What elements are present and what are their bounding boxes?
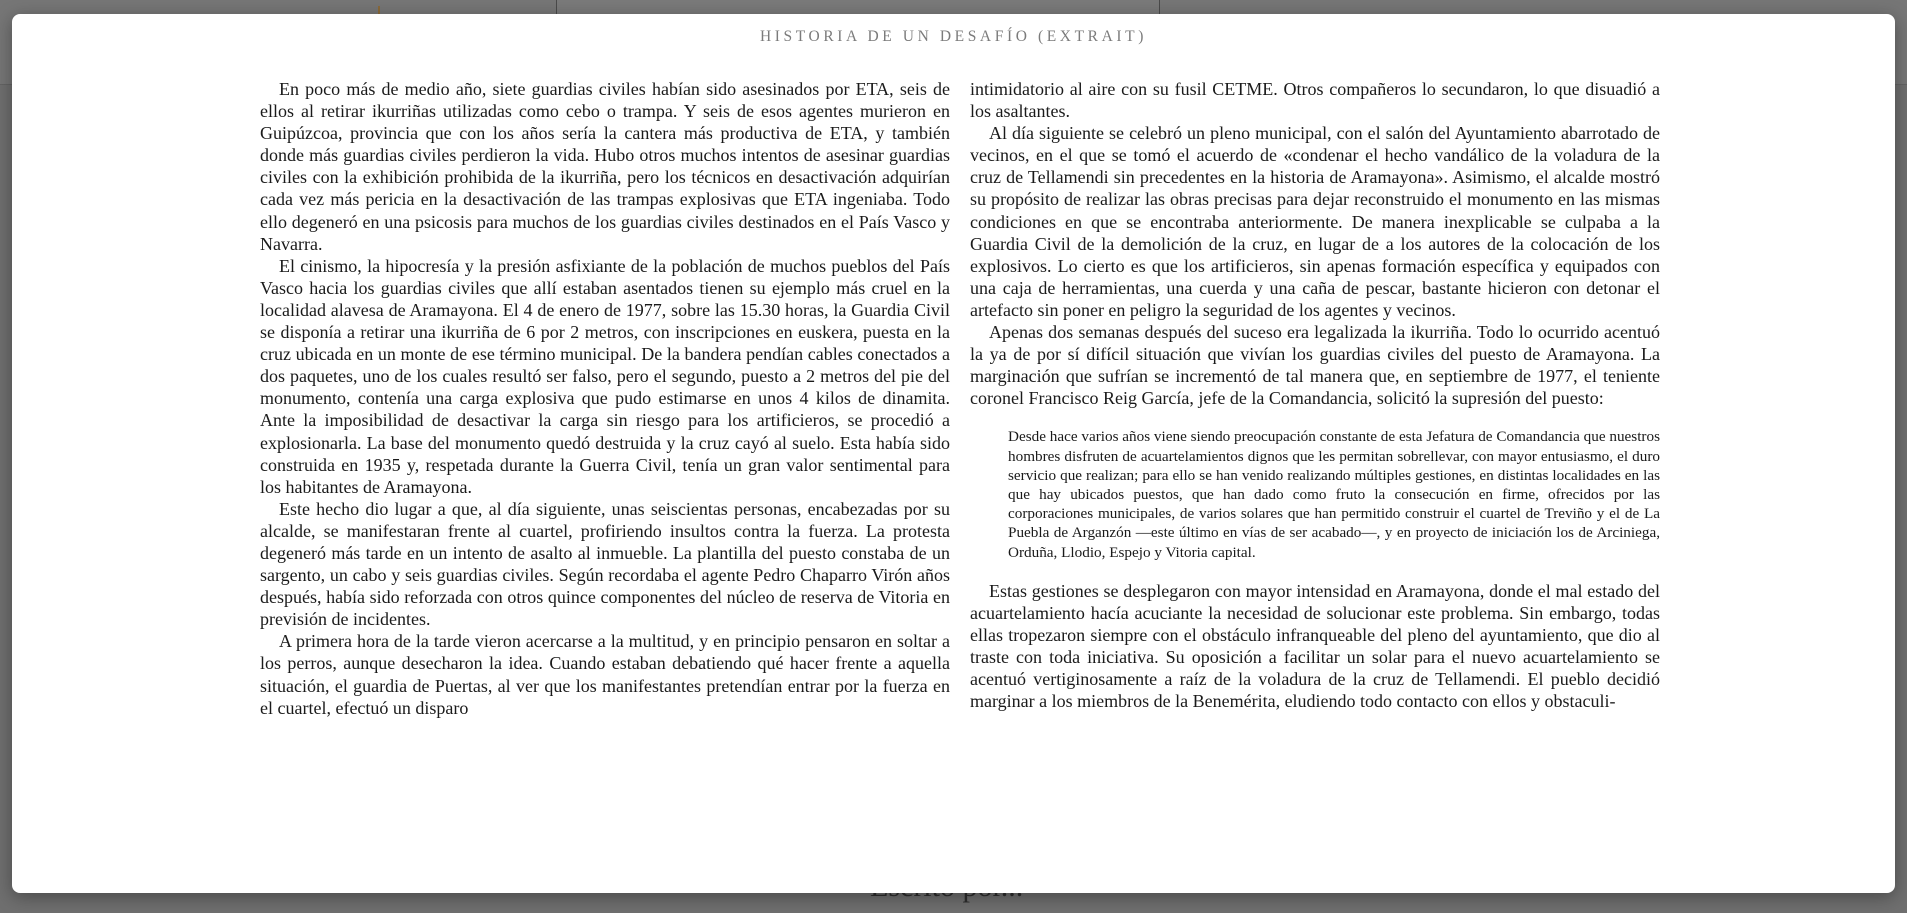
paragraph: Al día siguiente se celebró un pleno municipal, con el salón del Ayuntamiento abarrotado de vecinos, en el que se tomó el acuerdo de «condenar el hecho vandálico de la voladura de la cruz de Tellamendi sin precedentes en la historia de Aramayona». Asimismo, el alcalde mostró su propósito de realizar las obras precisas para dejar reconstruido el monumento en las mismas condiciones en que se encontraba anteriormente. De manera inexplicable se culpaba a la Guardia Civil de la demolición de la cruz, en lugar de a los autores de la colocación de los explosivos. Lo cierto es que los artificieros, sin apenas formación específica y equipados con una caja de herramientas, una cuerda y una caña de pescar, bastante hicieron con detonar el artefacto sin poner en peligro la seguridad de los agentes y vecinos. xyxy=(970,123,1660,320)
paragraph: En poco más de medio año, siete guardias civiles habían sido asesinados por ETA, seis de ellos al retirar ikurriñas utilizadas como cebo o trampa. Y seis de esos agentes murieron en Guipúzcoa, provincia que con los años sería la cantera más productiva de ETA, y también donde más guardias civiles perdieron la vida. Hubo otros muchos intentos de asesinar guardias civiles con la exhibición prohibida de la ikurriña, pero los técnicos en desactivación adquirían cada vez más pericia en la desactivación de las trampas explosivas que ETA ingeniaba. Todo ello degeneró en una psicosis para muchos de los guardias civiles destinados en el País Vasco y Navarra. xyxy=(260,79,950,254)
excerpt-modal xyxy=(12,14,1895,893)
excerpt-reader[interactable] xyxy=(260,78,1661,834)
paragraph: intimidatorio al aire con su fusil CETME. Otros compañeros lo secundaron, lo que disuadió a los asaltantes. xyxy=(970,79,1660,122)
paragraph: A primera hora de la tarde vieron acercarse a la multitud, y en principio pensaron en soltar a los perros, aunque desecharon la idea. Cuando estaban debatiendo qué hacer frente a aquella situación, el guardia de Puertas, al ver que los manifestantes pretendían entrar por la fuerza en el cuartel, efectuó un disparo xyxy=(260,631,950,718)
paragraph: Apenas dos semanas después del suceso era legalizada la ikurriña. Todo lo ocurrido acentuó la ya de por sí difícil situación que vivían los guardias civiles del puesto de Aramayona. La marginación que sufrían se incrementó de tal manera que, en septiembre de 1977, el teniente coronel Francisco Reig García, jefe de la Comandancia, solicitó la supresión del puesto: xyxy=(970,322,1660,409)
right-column xyxy=(970,78,1660,834)
left-column xyxy=(260,78,950,834)
paragraph: Este hecho dio lugar a que, al día siguiente, unas seiscientas personas, encabezadas por su alcalde, se manifestaran frente al cuartel, profiriendo insultos contra la fuerza. La protesta degeneró más tarde en un intento de asalto al inmueble. La plantilla del puesto constaba de un sargento, un cabo y seis guardias civiles. Según recordaba el agente Pedro Chaparro Virón años después, había sido reforzada con otros quince componentes del núcleo de reserva de Vitoria en previsión de incidentes. xyxy=(260,498,950,630)
paragraph: El cinismo, la hipocresía y la presión asfixiante de la población de muchos pueblos del País Vasco hacia los guardias civiles que allí estaban asentados tienen su ejemplo más cruel en la localidad alavesa de Aramayona. El 4 de enero de 1977, sobre las 15.30 horas, la Guardia Civil se disponía a retirar una ikurriña de 6 por 2 metros, con inscripciones en euskera, puesta en la cruz ubicada en un monte de ese término municipal. De la bandera pendían cables conectados a dos paquetes, uno de los cuales resultó ser falso, pero el segundo, puesto a 2 metros del pie del monumento, contenía una carga explosiva que pudo estimarse en unos 4 kilos de dinamita. Ante la imposibilidad de desactivar la carga sin riesgo para los artificieros, se procedió a explosionarla. La base del monumento quedó destruida y la cruz cayó al suelo. Esta había sido construida en 1935 y, respetada durante la Guerra Civil, tenía un gran valor sentimental para los habitantes de Aramayona. xyxy=(260,255,950,497)
paragraph: Estas gestiones se desplegaron con mayor intensidad en Aramayona, donde el mal estado del acuartelamiento hacía acuciante la necesidad de solucionar este problema. Sin embargo, todas ellas tropezaron siempre con el obstáculo infranqueable del pleno del ayuntamiento, que dio al traste con toda iniciativa. Su oposición a facilitar un solar para el nuevo acuartelamiento se acentuó vertiginosamente a raíz de la voladura de la cruz de Tellamendi. El pueblo decidió marginar a los miembros de la Benemérita, eludiendo todo contacto con ellos y obstaculi- xyxy=(970,580,1660,712)
modal-title: HISTORIA DE UN DESAFÍO (EXTRAIT) xyxy=(759,28,1147,45)
block-quote: Desde hace varios años viene siendo preocupación constante de esta Jefatura de Comandancia que nuestros hombres disfruten de acuartelamientos dignos que les permitan sobrellevar, con mayor entusiasmo, el duro servicio que realizan; para ello se han venido realizando múltiples gestiones, en distintas localidades en las que hay ubicados puestos, que han dado como fruto la consecución en firme, ofrecidos por las corporaciones municipales, de varios solares que han permitido construir el cuartel de Treviño y el de La Puebla de Arganzón —este último en vías de ser acabado—, y en proyecto de iniciación los de Arciniega, Orduña, Llodio, Espejo y Vitoria capital. xyxy=(1008,428,1660,561)
